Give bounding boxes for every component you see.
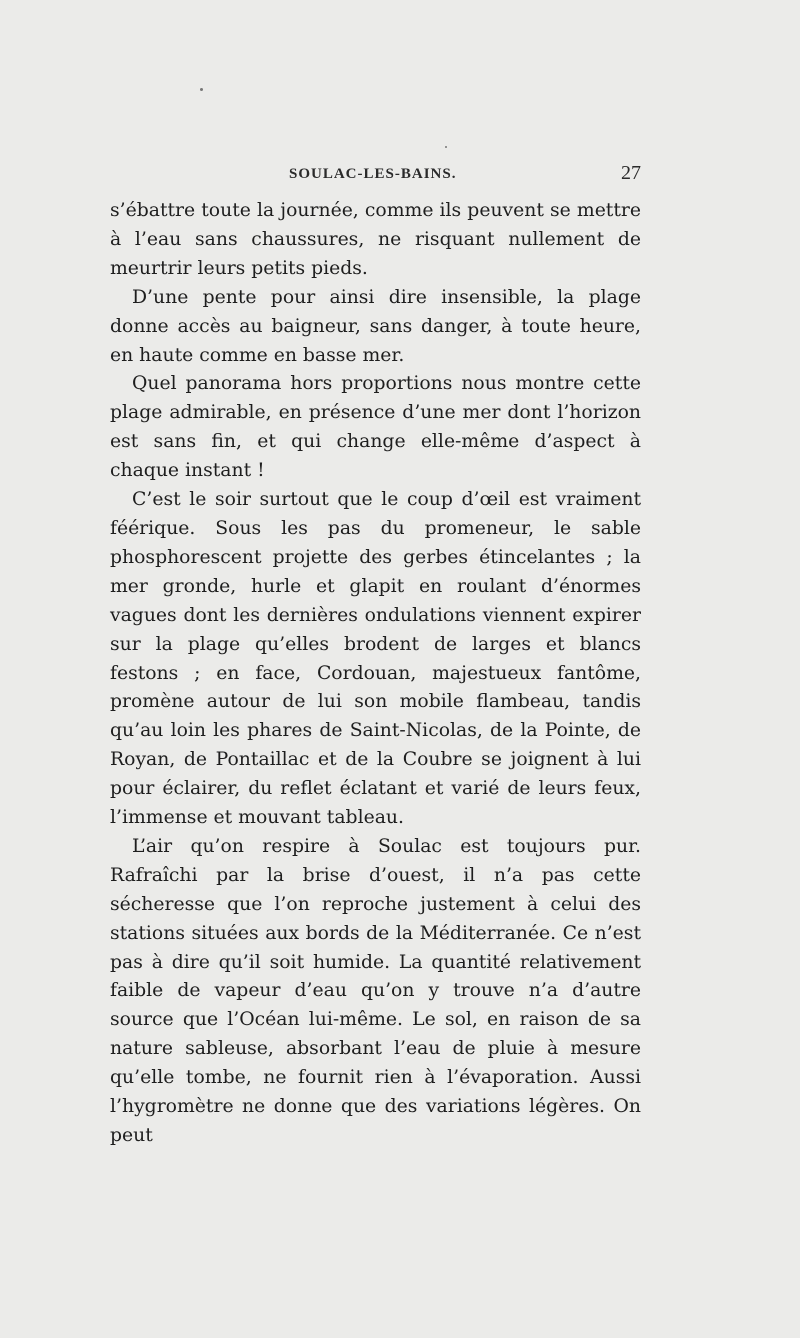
- running-header: [109, 160, 641, 186]
- running-title: SOULAC-LES-BAINS.: [289, 166, 457, 182]
- page-number: 27: [621, 162, 641, 184]
- paper-speck: [445, 146, 447, 148]
- paragraph: C’est le soir surtout que le coup d’œil est vraiment féérique. Sous les pas du promeneur, le sable phosphorescent projette des gerbes étincelantes ; la mer gronde, hurle et glapit en roulant d’énormes vagues dont les dernières ondulations viennent expirer sur la plage qu’elles brodent de larges et blancs festons ; en face, Cordouan, majestueux fantôme, promène autour de lui son mobile flambeau, tandis qu’au loin les phares de Saint-Nicolas, de la Pointe, de Royan, de Pontaillac et de la Coubre se joignent à lui pour éclairer, du reflet éclatant et varié de leurs feux, l’immense et mouvant tableau.: [110, 489, 641, 829]
- paragraph: L’air qu’on respire à Soulac est toujours pur. Rafraîchi par la brise d’ouest, il n’a pas cette sécheresse que l’on reproche justement à celui des stations situées aux bords de la Méditerranée. Ce n’est pas à dire qu’il soit humide. La quantité relativement faible de vapeur d’eau qu’on y trouve n’a d’autre source que l’Océan lui-même. Le sol, en raison de sa nature sableuse, absorbant l’eau de pluie à mesure qu’elle tombe, ne fournit rien à l’évaporation. Aussi l’hygromètre ne donne que des variations légères. On peut: [110, 835, 641, 1146]
- paragraph-continuation: s’ébattre toute la journée, comme ils peuvent se mettre à l’eau sans chaussures, ne risquant nullement de meurtrir leurs petits pieds.: [110, 200, 641, 279]
- paper-speck: [200, 88, 203, 91]
- paragraph: Quel panorama hors proportions nous montre cette plage admirable, en présence d’une mer dont l’horizon est sans fin, et qui change elle-même d’aspect à chaque instant !: [110, 373, 641, 482]
- body-text: [110, 197, 641, 1151]
- paragraph: D’une pente pour ainsi dire insensible, la plage donne accès au baigneur, sans danger, à toute heure, en haute comme en basse mer.: [110, 286, 641, 366]
